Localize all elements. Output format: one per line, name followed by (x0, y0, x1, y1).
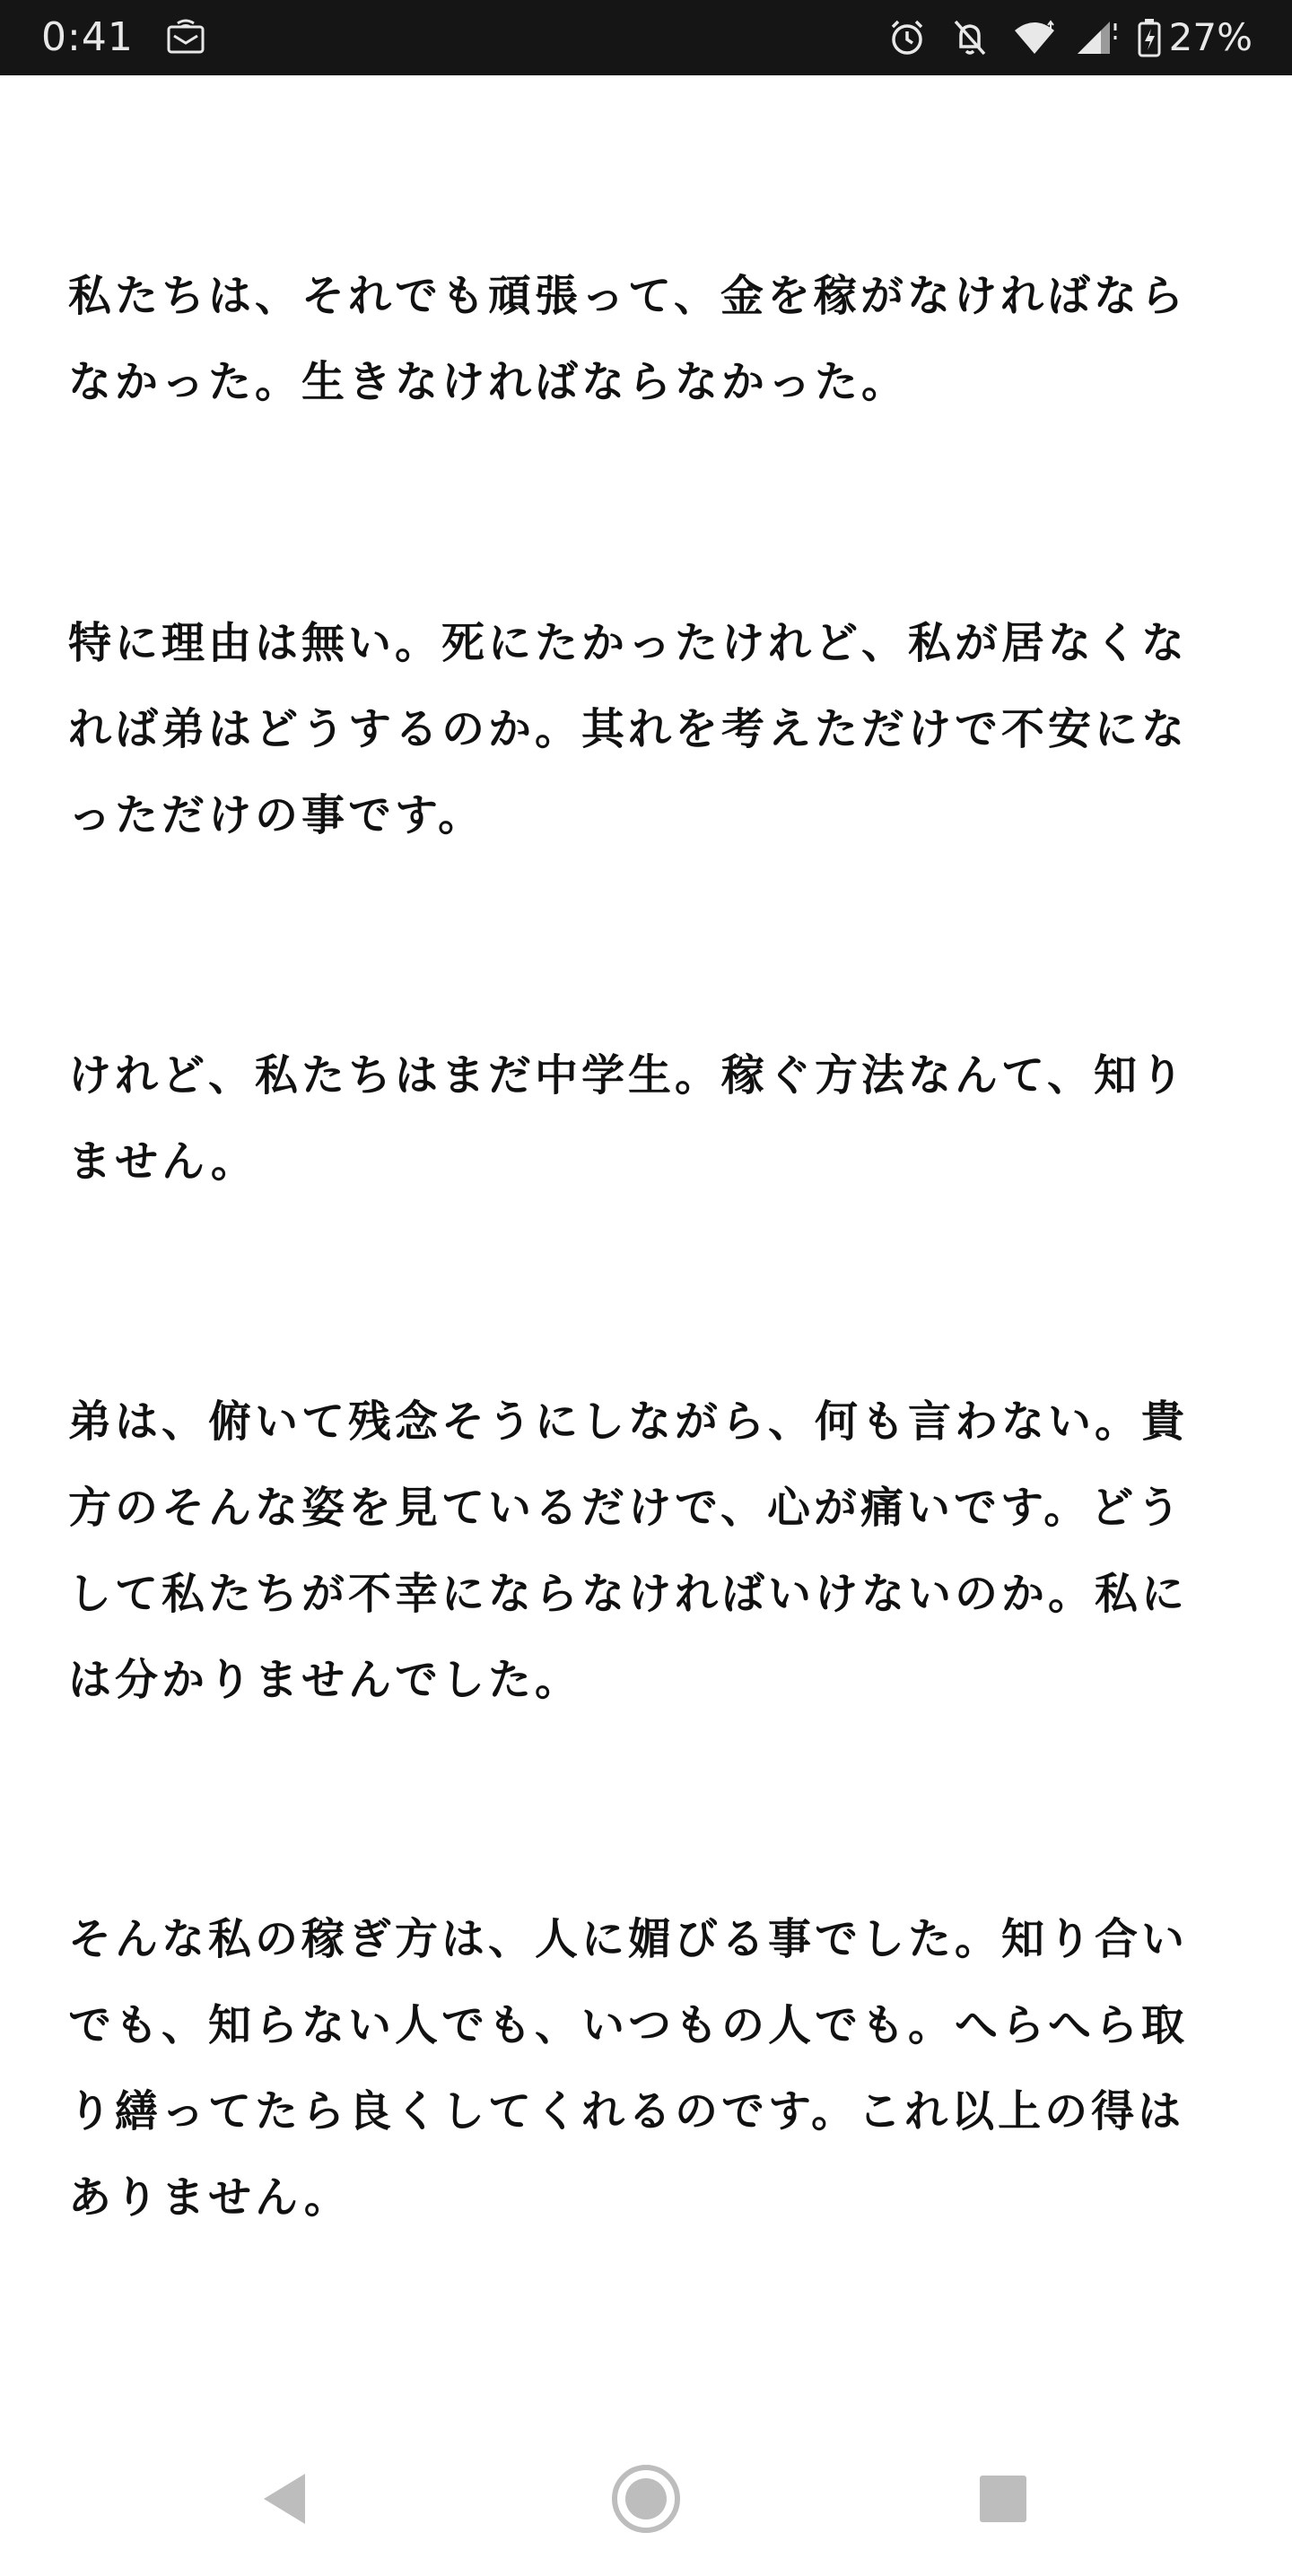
paragraph-5: そんな私の稼ぎ方は、人に媚びる事でした。知り合いでも、知らない人でも、いつもの人でも。へらへら取り繕ってたら良くしてくれるのです。これ以上の得はありません。 (68, 1914, 1189, 2223)
battery-level: 27% (1168, 15, 1253, 59)
status-icons (886, 11, 1253, 65)
paragraph-3: けれど、私たちはまだ中学生。稼ぐ方法なんて、知りません。 (68, 1050, 1188, 1187)
navigation-bar (0, 2425, 1292, 2576)
cast-icon (165, 16, 206, 57)
home-button[interactable] (610, 2465, 682, 2537)
wifi-icon (1011, 16, 1054, 59)
recents-icon (978, 2474, 1028, 2528)
reader-content[interactable] (68, 75, 1226, 2425)
back-icon (258, 2470, 312, 2531)
battery-indicator (1137, 14, 1253, 61)
paragraph-1: 私たちは、それでも頑張って、金を稼がなければならなかった。生きなければならなかった。 (68, 271, 1188, 407)
home-icon (610, 2463, 682, 2538)
alarm-icon (886, 16, 929, 59)
paragraph-4: 弟は、俯いて残念そうにしながら、何も言わない。貴方のそんな姿を見ているだけで、心が痛いです。どうして私たちが不幸にならなければいけないのか。私には分かりませんでした。 (68, 1397, 1189, 1705)
back-button[interactable] (249, 2465, 321, 2537)
paragraph-2: 特に理由は無い。死にたかったけれど、私が居なくなれば弟はどうするのか。其れを考えただけで不安になっただけの事です。 (68, 618, 1189, 840)
status-time: 0:41 (41, 14, 134, 60)
battery-charging-icon (1137, 16, 1162, 59)
recents-button[interactable] (967, 2465, 1039, 2537)
notifications-off-icon (948, 16, 991, 59)
status-bar (0, 0, 1292, 75)
signal-icon (1074, 16, 1117, 59)
